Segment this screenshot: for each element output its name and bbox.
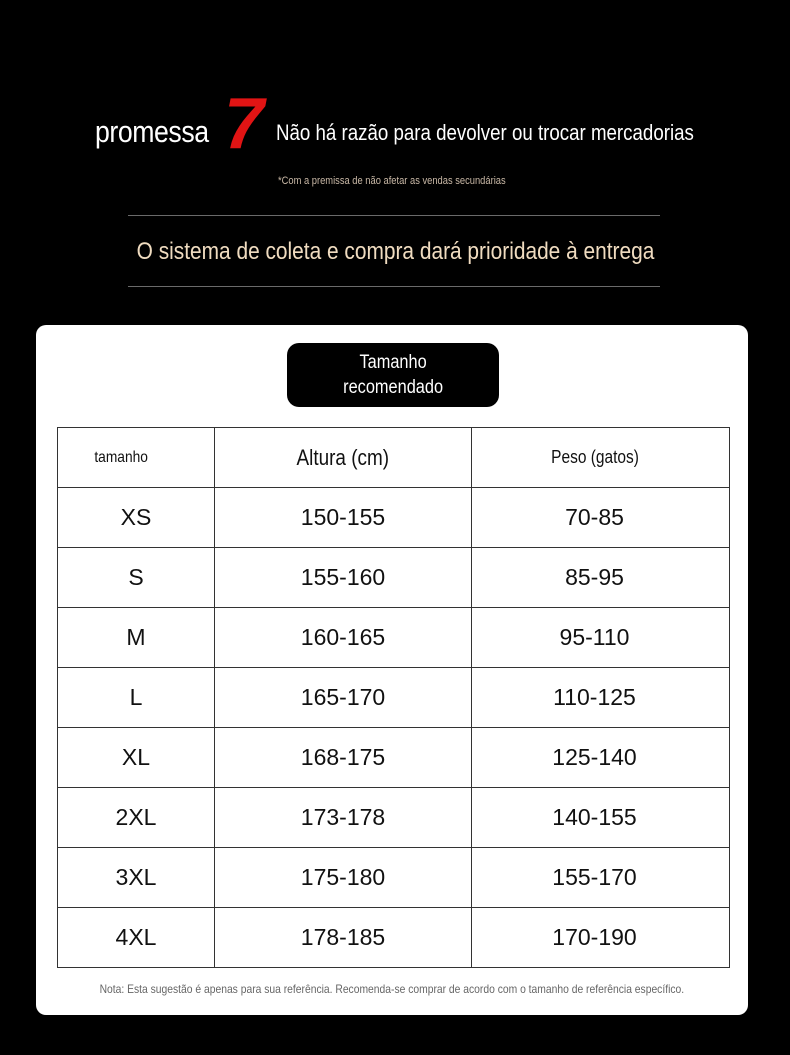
cell-height: 173-178 [215,788,472,848]
table-row [58,728,730,788]
recommended-size-badge [287,343,499,407]
cell-size: 4XL [58,908,215,968]
size-card [36,325,748,1015]
cell-weight: 125-140 [472,728,730,788]
cell-weight: 170-190 [472,908,730,968]
promise-number: 7 [224,84,265,164]
cell-weight: 110-125 [472,668,730,728]
cell-size: XS [58,488,215,548]
size-table [57,427,730,968]
table-row [58,608,730,668]
cell-size: 3XL [58,848,215,908]
cell-height: 175-180 [215,848,472,908]
promise-header [0,84,790,164]
cell-weight: 85-95 [472,548,730,608]
cell-height: 168-175 [215,728,472,788]
table-row [58,488,730,548]
cell-height: 150-155 [215,488,472,548]
table-header-row [58,428,730,488]
cell-weight: 95-110 [472,608,730,668]
cell-height: 165-170 [215,668,472,728]
cell-height: 178-185 [215,908,472,968]
top-divider [128,215,660,216]
size-footnote-text: Nota: Esta sugestão é apenas para sua referência. Recomenda-se comprar de acordo com o tamanho de referência específico. [99,982,685,996]
cell-weight: 70-85 [472,488,730,548]
cell-size: M [58,608,215,668]
cell-height: 160-165 [215,608,472,668]
cell-size: L [58,668,215,728]
cell-weight: 140-155 [472,788,730,848]
promise-word: promessa [95,114,209,149]
table-row [58,908,730,968]
table-row [58,548,730,608]
header-weight: Peso (gatos) [472,428,730,488]
table-row [58,788,730,848]
promise-note: *Com a premissa de não afetar as vendas secundárias [278,175,506,187]
header-height: Altura (cm) [215,428,472,488]
cell-size: XL [58,728,215,788]
table-row [58,668,730,728]
cell-size: 2XL [58,788,215,848]
cell-height: 155-160 [215,548,472,608]
badge-line-1: Tamanho [359,352,427,373]
cell-size: S [58,548,215,608]
delivery-banner-text: O sistema de coleta e compra dará prioridade à entrega [136,238,654,265]
cell-weight: 155-170 [472,848,730,908]
bottom-divider [128,286,660,287]
badge-line-2: recomendado [343,377,443,398]
table-row [58,848,730,908]
header-size: tamanho [58,428,215,488]
promise-slogan: Não há razão para devolver ou trocar mercadorias [276,120,694,145]
delivery-banner [0,238,790,266]
size-footnote [36,982,748,996]
